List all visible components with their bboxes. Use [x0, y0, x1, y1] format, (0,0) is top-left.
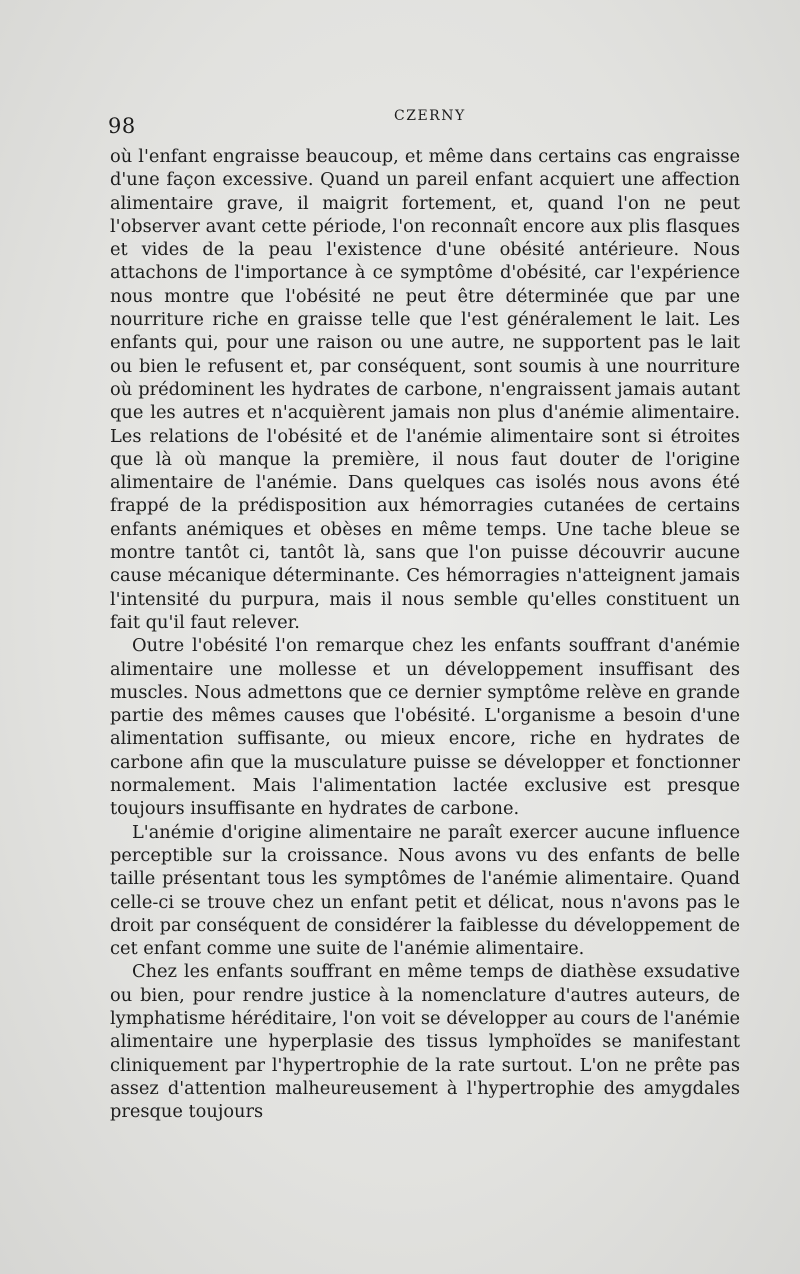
body-text: [110, 145, 740, 1123]
paragraph: L'anémie d'origine alimentaire ne paraît exercer aucune influence perceptible sur la croissance. Nous avons vu des enfants de belle taille présentant tous les symptômes de l'anémie alimentaire. Quand celle-ci se trouve chez un enfant petit et délicat, nous n'avons pas le droit par conséquent de considérer la faiblesse du développement de cet enfant comme une suite de l'anémie alimentaire.: [110, 821, 740, 960]
page-header: [108, 108, 748, 138]
paragraph: Chez les enfants souffrant en même temps de diathèse exsudative ou bien, pour rendre justice à la nomenclature d'autres auteurs, de lymphatisme héréditaire, l'on voit se développer au cours de l'anémie alimentaire une hyperplasie des tissus lymphoïdes se manifestant cliniquement par l'hypertrophie de la rate surtout. L'on ne prête pas assez d'attention malheureusement à l'hypertrophie des amygdales presque toujours: [110, 961, 740, 1123]
paragraph: Outre l'obésité l'on remarque chez les enfants souffrant d'anémie alimentaire une mollesse et un développement insuffisant des muscles. Nous admettons que ce dernier symptôme relève en grande partie des mêmes causes que l'obésité. L'organisme a besoin d'une alimentation suffisante, ou mieux encore, riche en hydrates de carbone afin que la musculature puisse se développer et fonctionner normalement. Mais l'alimentation lactée exclusive est presque toujours insuffisante en hydrates de carbone.: [110, 635, 740, 820]
paragraph-continued: où l'enfant engraisse beaucoup, et même dans certains cas engraisse d'une façon excessive. Quand un pareil enfant acquiert une affection alimentaire grave, il maigrit fortement, et, quand l'on ne peut l'observer avant cette période, l'on reconnaît encore aux plis flasques et vides de la peau l'existence d'une obésité antérieure. Nous attachons de l'importance à ce symptôme d'obésité, car l'expérience nous montre que l'obésité ne peut être déterminée que par une nourriture riche en graisse telle que l'est généralement le lait. Les enfants qui, pour une raison ou une autre, ne supportent pas le lait ou bien le refusent et, par conséquent, sont soumis à une nourriture où prédominent les hydrates de carbone, n'engraissent jamais autant que les autres et n'acquièrent jamais non plus d'anémie alimentaire. Les relations de l'obésité et de l'anémie alimentaire sont si étroites que là où manque la première, il nous faut douter de l'origine alimentaire de l'anémie. Dans quelques cas isolés nous avons été frappé de la prédisposition aux hémorragies cutanées de certains enfants anémiques et obèses en même temps. Une tache bleue se montre tantôt ci, tantôt là, sans que l'on puisse découvrir aucune cause mécanique déterminante. Ces hémorragies n'atteignent jamais l'intensité du purpura, mais il nous semble qu'elles constituent un fait qu'il faut relever.: [110, 146, 740, 633]
running-head: CZERNY: [394, 108, 466, 124]
page-number: 98: [108, 114, 136, 138]
